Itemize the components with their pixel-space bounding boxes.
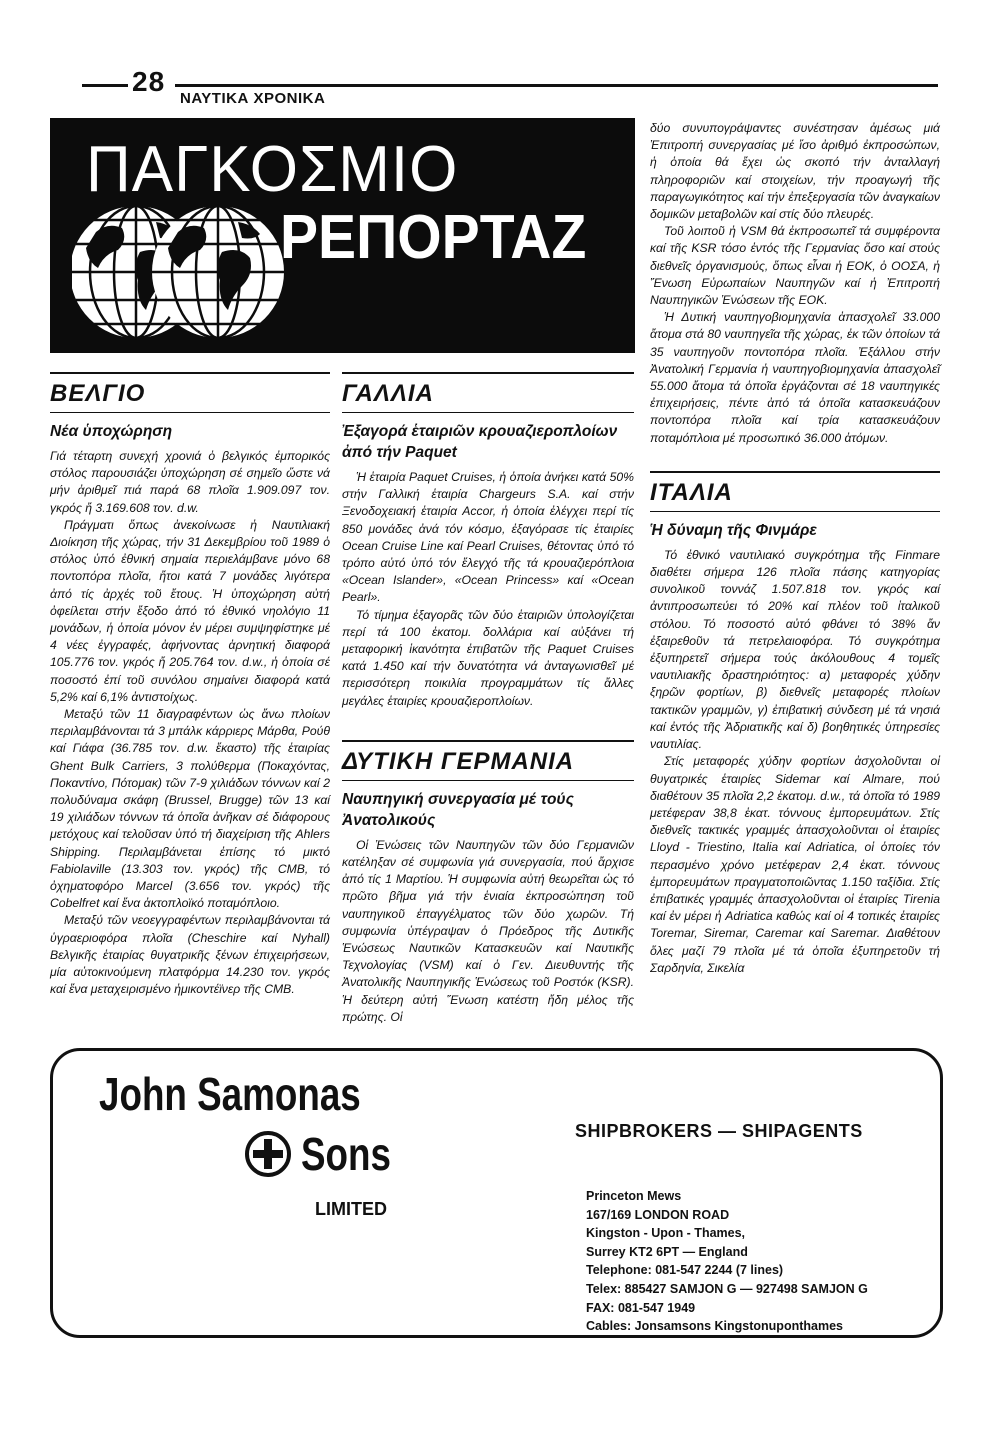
article-paragraph: Τό τίμημα ἐξαγορᾶς τῶν δύο ἑταιριῶν ὑπολογίζεται περί τά 100 ἑκατομ. δολλάρια καί αὐξάνει τή μεταφορική ἱκανότητα ἐπιβατῶν τῆς Paquet Cruises κατά 1.450 καί τήν δυνατότητα νά ἀνταγωνισθεῖ μέ περισσότερη ποικιλία προγραμμάτων τίς ἄλλες μεγάλες ἑταιρίες κρουαζιεροπλοίων. — [342, 607, 634, 708]
header-rule-left — [82, 84, 128, 87]
banner-title-line2: ΡΕΠΟΡΤΑΖ — [280, 203, 587, 272]
ad-address-block — [586, 1187, 868, 1336]
plus-circle-icon — [243, 1129, 293, 1179]
section-rule — [50, 372, 330, 374]
section-rule-thin — [342, 412, 634, 413]
ad-address-line: Princeton Mews — [586, 1189, 682, 1203]
globes-icon — [72, 196, 312, 346]
ad-telex: Telex: 885427 SAMJON G — 927498 SAMJON G — [586, 1281, 868, 1296]
article-subtitle-france: Ἐξαγορά ἑταιριῶν κρουαζιεροπλοίων ἀπό τήν Paquet — [342, 423, 618, 461]
ad-company-line1: John Samonas — [99, 1068, 361, 1120]
banner-title-line1: ΠΑΓΚΟΣΜΙΟ — [86, 133, 459, 206]
article-subtitle-italy: Ἡ δύναμη τῆς Φινμάρε — [650, 521, 817, 539]
header-rule-right — [175, 84, 938, 87]
column-germany-italy — [650, 120, 940, 977]
ad-fax: FAX: 081-547 1949 — [586, 1300, 696, 1315]
ad-cables: Cables: Jonsamsons Kingstonuponthames — [586, 1319, 843, 1334]
section-banner — [50, 118, 635, 353]
article-paragraph: Ἡ ἑταιρία Paquet Cruises, ἡ ὁποία ἀνήκει κατά 50% στήν Γαλλική ἑταιρία Chargeurs S.A. καί στήν Ξενοδοχειακή ἑταιρία Accor, ἡ ὁποία ἐλέγχει περί τίς 850 μονάδες ἀνά τόν κόσμο, ἐξαγόρασε τίς ἑταιρίες Ocean Cruise Line καί Pearl Cruises, θέτοντας ὑπό τό τρόπο αὐτό ὑπό τόν ἔλεγχό τῆς τά κρουαζιερόπλοια «Ocean Islander», «Ocean Princess» καί «Ocean Pearl». — [342, 470, 634, 605]
advertisement-box — [50, 1048, 943, 1338]
ad-address-line: 167/169 LONDON ROAD — [586, 1207, 730, 1222]
ad-company-line2: Sons — [301, 1128, 391, 1180]
article-paragraph: Ἡ Δυτική ναυπηγοβιομηχανία ἀπασχολεῖ 33.000 ἄτομα στά 80 ναυπηγεῖα τῆς χώρας, ἐκ τῶν ὁποίων τά 35 ναυπηγοῦν ποντοπόρα πλοῖα. Ἐξάλλου στήν Ἀνατολική Γερμανία ἡ ναυπηγοβιομηχανία ἀπασχολεῖ 55.000 ἄτομα τά ὁποῖα ἐργάζονται σέ 18 ναυπηγικές ἐπιχειρήσεις, πέντε ἀπό τά ὁποῖα κατασκευάζουν ποντοπόρα πλοῖα καί τρία κατασκευάζουν ποταμόπλοια μέ προσωπικό 36.000 ἀτόμων. — [650, 310, 940, 445]
section-rule-thin — [650, 511, 940, 512]
section-rule-thin — [50, 412, 330, 413]
article-paragraph: Γιά τέταρτη συνεχή χρονιά ὁ βελγικός ἐμπορικός στόλος παρουσιάζει ὑποχώρηση σέ σημεῖο ὥστε νά μήν ἀριθμεῖ πιά παρά 68 πλοῖα 1.909.097 τον. γκρός ἤ 3.169.608 τον. d.w. — [50, 449, 330, 515]
article-paragraph: Μεταξύ τῶν 11 διαγραφέντων ὡς ἄνω πλοίων περιλαμβάνονται τά 3 μπάλκ κάρριερς Μάρθα, Ρούθ καί Γιάφα (36.785 τον. d.w. ἕκαστο) τῆς ἑταιρίας Ghent Bulk Carriers, 3 πολύθερμα (Ποκαχόντας, Ποκαντίνο, Πότομακ) τῶν 7-9 χιλιάδων τόννων καί 2 πολυδύναμα σκάφη (Brussel, Brugge) τῶν 13 καί 19 χιλιάδων τόννων τά ὁποῖα ἀνῆκαν σέ διάφορους μετόχους καί τελοῦσαν ὑπό τή διαχείριση τῆς Ahlers Shipping. Περιλαμβάνεται ἐπίσης τό μικτό Fabiolaville (13.303 τον. γκρός) τῆς CMB, τό ὀχηματοφόρο Marcel (3.656 τον. γκρός) τῆς Cobelfret καί ἕνα ἀκτοπλοϊκό ποταμόπλοιο. — [50, 707, 330, 911]
column-france-germany — [342, 372, 634, 1026]
ad-address-line: Kingston - Upon - Thames, — [586, 1226, 746, 1241]
section-rule — [342, 372, 634, 374]
ad-limited-label: LIMITED — [315, 1199, 387, 1219]
section-title-italy: ΙΤΑΛΙΑ — [650, 478, 733, 506]
publication-name: ΝΑΥΤΙΚΑ ΧΡΟΝΙΚΑ — [180, 90, 326, 107]
section-rule-thin — [342, 780, 634, 781]
section-rule — [342, 740, 634, 742]
article-subtitle-germany: Ναυπηγική συνεργασία μέ τούς Ἀνατολικούς — [342, 790, 574, 829]
article-paragraph: Μεταξύ τῶν νεοεγγραφέντων περιλαμβάνονται τά ὑγραεριοφόρα πλοῖα (Cheschire καί Nyhall) Βελγικῆς ἑταιρίας θυγατρικῆς ξένων ἐπιχειρήσεων, μία αὐτοκινούμενη πλατφόρμα 14.230 τον. γκρός καί ἕνα μεταχειρισμένο ἡμικοντέϊνερ τῆς CMB. — [50, 913, 330, 997]
ad-services: SHIPBROKERS — SHIPAGENTS — [575, 1121, 863, 1141]
article-paragraph: Τό ἐθνικό ναυτιλιακό συγκρότημα τῆς Finmare διαθέτει σήμερα 126 πλοῖα πάσης κατηγορίας συνολικοῦ τοννάζ 1.507.818 τον. γκρός καί ἀντιπροσωπεύει τό 20% καί πλέον τοῦ ἰταλικοῦ στόλου. Τό ποσοστό αὐτό φθάνει τό 38% ἄν ἐξαιρεθοῦν τά πετρελαιοφόρα. Τό συγκρότημα ἐξυπηρετεῖ σήμερα τούς ἀκόλουθους 4 τομεῖς ναυτιλιακῆς δραστηριότητος: α) μεταφορές χύδην ξηρῶν φορτίων, β) διεθνεῖς μεταφορές πλοίων τακτικῶν γραμμῶν, γ) ἐπιβατική σύνδεση μέ τά νησιά καί ἐντός τῆς Ἀδριατικῆς καί δ) βοηθητικές ὑπηρεσίες ναυτιλίας. — [650, 547, 940, 752]
ad-telephone: Telephone: 081-547 2244 (7 lines) — [586, 1263, 784, 1278]
section-title-germany: ΔΥΤΙΚΗ ΓΕΡΜΑΝΙΑ — [342, 747, 575, 775]
article-paragraph: Πράγματι ὅπως ἀνεκοίνωσε ἡ Ναυτιλιακή Διοίκηση τῆς χώρας, τήν 31 Δεκεμβρίου τοῦ 1989 ὁ στόλος ὑπό ἐθνική σημαία περιελάμβανε μόνο 68 ποντοπόρα πλοῖα, ἤτοι κατά 7 μονάδες λιγότερα ἀπό τίς ἀρχές τοῦ ἔτους. Ἡ ὑποχώρηση αὐτή ὀφείλεται στήν ἔξοδο ἀπό τό ἐθνικό νηολόγιο 11 μονάδων, ἡ ὁποία μόνον ἐν μέρει συμψηφίστηκε μέ 4 νέες ἐγγραφές, ἀφήνοντας ἀρνητική διαφορά 105.776 τον. γκρός ἤ 205.764 τον. d.w., ἡ ὁποία σέ ποσοστό ἐπί τοῦ συνόλου σημαίνει διαφορά κατά 5,2% καί 6,1% ἀντιστοίχως. — [50, 517, 330, 704]
column-belgium — [50, 372, 330, 999]
page-number: 28 — [132, 66, 166, 97]
section-title-belgium: ΒΕΛΓΙΟ — [50, 380, 146, 407]
ad-address-line: Surrey KT2 6PT — England — [586, 1244, 748, 1259]
article-subtitle-belgium: Νέα ὑποχώρηση — [50, 423, 173, 440]
section-rule — [650, 471, 940, 473]
section-title-france: ΓΑΛΛΙΑ — [342, 380, 434, 407]
article-paragraph: Τοῦ λοιποῦ ἡ VSM θά ἐκπροσωπεῖ τά συμφέροντα καί τῆς KSR τόσο ἐντός τῆς Γερμανίας ὅσο καί στούς διεθνεῖς ὀργανισμούς, ὅπως εἶναι ἡ ΕΟΚ, ὁ ΟΟΣΑ, ἡ Ἕνωση Εὐρωπαίων Ναυπηγῶν καί ἡ Ἐπιτροπή Ναυπηγικῶν Ἑνώσεων τῆς ΕΟΚ. — [650, 224, 940, 308]
article-paragraph: δύο συνυπογράψαντες συνέστησαν ἀμέσως μιά Ἐπιτροπή συνεργασίας μέ ἴσο ἀριθμό ἐκπροσώπων, ἡ ὁποία θά ἔχει ὡς σκοπό τήν ἀνταλλαγή πληροφοριῶν καί στοιχείων, τήν προαγωγή τῆς παραγωγικότητος καί τήν ἐπεξεργασία τῶν ἀναγκαίων δομικῶν μεταβολῶν καί στίς δύο πλευρές. — [650, 121, 940, 222]
article-paragraph: Στίς μεταφορές χύδην φορτίων ἀσχολοῦνται οἱ θυγατρικές ἑταιρίες Sidemar καί Almare, πού διαθέτουν 35 πλοῖα 2,2 ἑκατομ. d.w., τά ὁποῖα τό 1989 μετέφεραν 38,8 ἑκατ. τόννους ἐμπορευμάτων. Στίς διεθνεῖς τακτικές γραμμές ἀπασχολοῦνται οἱ ἑταιρίες Lloyd - Triestino, Italia καί Adriatica, οἱ ὁποίες τόν περασμένο χρόνο μετέφεραν 2,4 ἑκατ. τόννους ἐμπορευμάτων πραγματοποιῶντας 1.150 ταξίδια. Στίς ἐπιβατικές γραμμές ἀπασχολοῦνται οἱ ἑταιρίες Tirenia καί ἐν μέρει ἡ Adriatica καθώς καί οἱ 4 τοπικές ἑταιρίες Toremar, Siremar, Caremar καί Saremar. Διαθέτουν ὅλες μαζί 79 πλοῖα μέ τά ὁποῖα ἐξυπηρετοῦν τή Σαρδηνία, Σικελία — [650, 754, 940, 975]
article-paragraph: Οἱ Ἑνώσεις τῶν Ναυπηγῶν τῶν δύο Γερμανιῶν κατέληξαν σέ συμφωνία γιά συνεργασία, πού ἄρχισε ἀπό τίς 1 Μαρτίου. Ἡ συμφωνία αὐτή θεωρεῖται ὡς τό πρῶτο βῆμα γιά τήν ἑνιαία ἐκπροσώπηση τοῦ ναυπηγικοῦ ἐπαγγέλματος τῶν δύο χωρῶν. Τή συμφωνία ὑπέγραψαν ὁ Πρόεδρος τῆς Δυτικῆς Ἑνώσεως Ναυτικῶν Κατασκευῶν καί Ναυτικῆς Τεχνολογίας (VSM) καί ὁ Γεν. Διευθυντής τῆς Ἀνατολικῆς Ναυπηγικῆς Ἑνώσεως τοῦ Ροστόκ (KSR). Ἡ δεύτερη αὐτή Ἕνωση κατέστη ἤδη μέλος τῆς πρώτης. Οἱ — [342, 837, 634, 1024]
